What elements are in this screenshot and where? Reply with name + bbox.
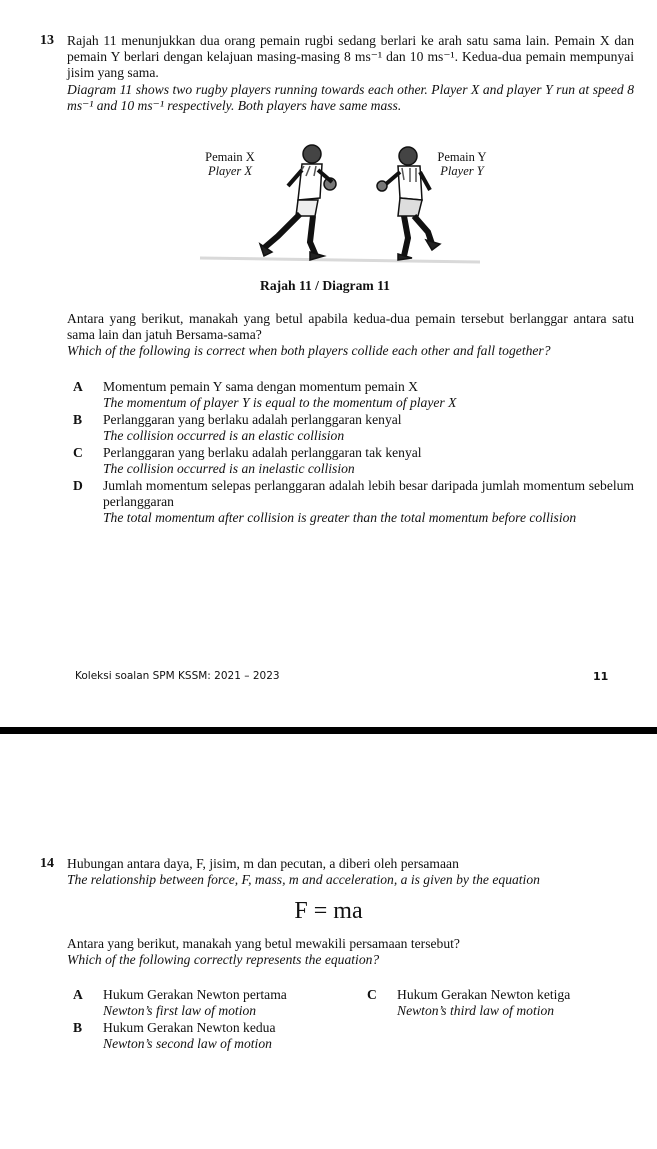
label-player-x <box>190 150 270 178</box>
option-text-english: The momentum of player Y is equal to the momentum of player X <box>103 395 457 411</box>
diagram-11 <box>160 140 500 290</box>
question-13-stem <box>67 33 634 114</box>
option-text-malay: Perlanggaran yang berlaku adalah perlanggaran tak kenyal <box>103 445 422 460</box>
option-text-english: The collision occurred is an elastic collision <box>103 428 345 444</box>
diagram-11-caption: Rajah 11 / Diagram 11 <box>260 278 390 293</box>
label-player-y <box>422 150 502 178</box>
option-text-english: The collision occurred is an inelastic collision <box>103 461 355 477</box>
footer-page-number: 11 <box>593 670 609 683</box>
option-text-malay: Perlanggaran yang berlaku adalah perlanggaran kenyal <box>103 412 402 427</box>
option-text-english: Newton’s third law of motion <box>397 1003 555 1019</box>
option-letter: C <box>367 987 377 1002</box>
option-letter: C <box>73 445 83 460</box>
question-14-stem <box>67 856 634 888</box>
option-text-malay: Hukum Gerakan Newton pertama <box>103 987 287 1002</box>
equation-f-ma: F = ma <box>294 898 363 924</box>
question-13-number: 13 <box>40 33 54 48</box>
option-text-malay: Jumlah momentum selepas perlanggaran adalah lebih besar daripada jumlah momentum sebelum perlanggaran <box>103 478 634 510</box>
label-player-x-malay: Pemain X <box>205 150 255 164</box>
label-player-y-malay: Pemain Y <box>437 150 487 164</box>
q14-question-english: Which of the following correctly represents the equation? <box>67 952 380 968</box>
option-text-malay: Hukum Gerakan Newton ketiga <box>397 987 571 1002</box>
option-letter: B <box>73 412 83 427</box>
q14-stem-malay: Hubungan antara daya, F, jisim, m dan pecutan, a diberi oleh persamaan <box>67 856 459 871</box>
option-text-malay: Momentum pemain Y sama dengan momentum pemain X <box>103 379 418 394</box>
q13-question-malay: Antara yang berikut, manakah yang betul apabila kedua-dua pemain tersebut berlanggar antara satu sama lain dan jatuh Bersama-sama? <box>67 311 634 343</box>
option-letter: A <box>73 379 83 394</box>
q13-stem-malay: Rajah 11 menunjukkan dua orang pemain rugbi sedang berlari ke arah satu sama lain. Pemain X dan pemain Y berlari dengan kelajuan masing-masing 8 ms⁻¹ dan 10 ms⁻¹. Kedua-dua pemain mempunyai jisim yang sama. <box>67 33 634 81</box>
question-13-prompt <box>67 311 634 360</box>
q14-question-malay: Antara yang berikut, manakah yang betul mewakili persamaan tersebut? <box>67 936 460 951</box>
q14-stem-english: The relationship between force, F, mass, m and acceleration, a is given by the equation <box>67 872 540 888</box>
q13-question-english: Which of the following is correct when both players collide each other and fall together? <box>67 343 551 359</box>
label-player-y-english: Player Y <box>440 164 484 178</box>
page-divider <box>0 727 657 734</box>
question-14-prompt <box>67 936 634 968</box>
option-text-english: The total momentum after collision is greater than the total momentum before collision <box>103 510 577 526</box>
option-text-malay: Hukum Gerakan Newton kedua <box>103 1020 276 1035</box>
option-letter: B <box>73 1020 83 1035</box>
footer-source: Koleksi soalan SPM KSSM: 2021 – 2023 <box>75 670 280 682</box>
q13-stem-english: Diagram 11 shows two rugby players running towards each other. Player X and player Y run at speed 8 ms⁻¹ and 10 ms⁻¹ respectively. Both players have same mass. <box>67 81 634 113</box>
option-letter: D <box>73 478 83 493</box>
option-letter: A <box>73 987 83 1002</box>
option-text-english: Newton’s first law of motion <box>103 1003 257 1019</box>
option-text-english: Newton’s second law of motion <box>103 1036 272 1052</box>
label-player-x-english: Player X <box>207 164 253 178</box>
question-14-number: 14 <box>40 856 54 871</box>
player-x-figure <box>260 145 336 260</box>
